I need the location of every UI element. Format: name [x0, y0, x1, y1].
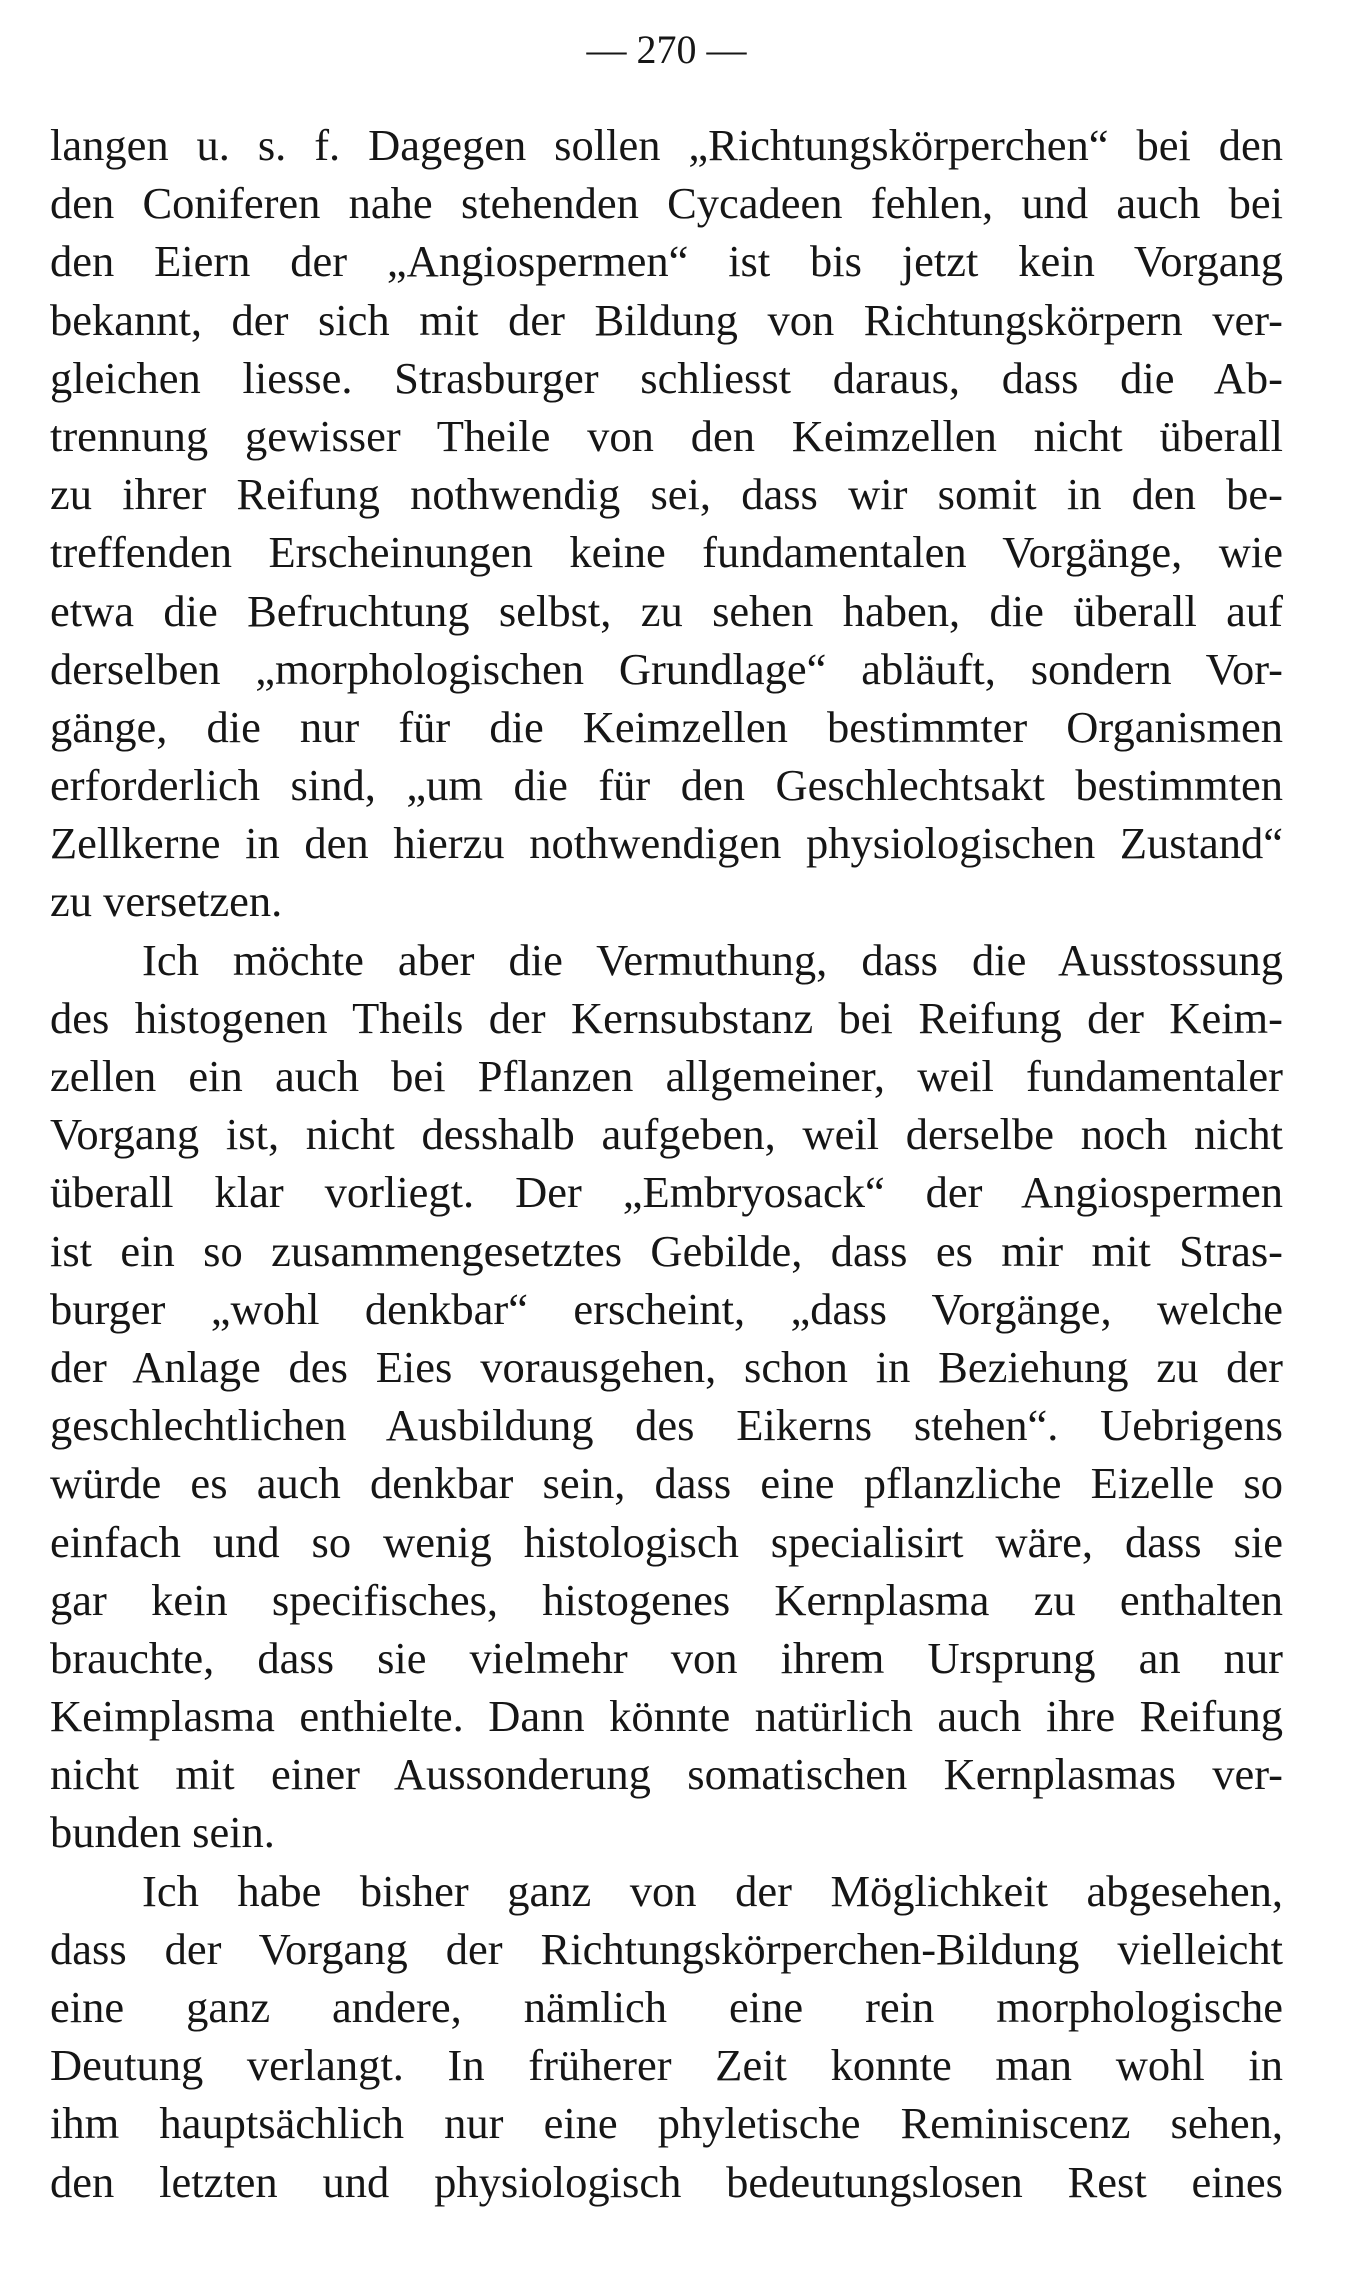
text-line: Zellkerne in den hierzu nothwendigen physiologischen Zustand“	[50, 818, 1283, 869]
text-line: dass der Vorgang der Richtungskörperchen-Bildung vielleicht	[50, 1923, 1283, 1974]
text-line: Deutung verlangt. In früherer Zeit konnte man wohl in	[50, 2040, 1283, 2091]
text-line: den Coniferen nahe stehenden Cycadeen fehlen, und auch bei	[50, 178, 1283, 229]
text-line: Vorgang ist, nicht desshalb aufgeben, weil derselbe noch nicht	[50, 1109, 1283, 1160]
text-line: ihm hauptsächlich nur eine phyletische Reminiscenz sehen,	[50, 2098, 1283, 2149]
text-line: gänge, die nur für die Keimzellen bestimmter Organismen	[50, 701, 1283, 752]
text-line: nicht mit einer Aussonderung somatischen Kernplasmas ver-	[50, 1749, 1283, 1800]
text-line: eine ganz andere, nämlich eine rein morphologische	[50, 1982, 1283, 2032]
text-line: erforderlich sind, „um die für den Geschlechtsakt bestimmten	[50, 760, 1283, 811]
text-line: zellen ein auch bei Pflanzen allgemeiner, weil fundamentaler	[50, 1051, 1283, 1101]
paragraph-3	[50, 1862, 1283, 2211]
text-line: trennung gewisser Theile von den Keimzellen nicht überall	[50, 410, 1283, 461]
text-line: den Eiern der „Angiospermen“ ist bis jetzt kein Vorgang	[50, 236, 1283, 287]
text-line: der Anlage des Eies vorausgehen, schon in Beziehung zu der	[50, 1341, 1283, 1392]
text-line: geschlechtlichen Ausbildung des Eikerns stehen“. Uebrigens	[50, 1400, 1283, 1451]
text-line: etwa die Befruchtung selbst, zu sehen haben, die überall auf	[50, 585, 1283, 636]
text-line: burger „wohl denkbar“ erscheint, „dass Vorgänge, welche	[50, 1283, 1283, 1334]
text-line: gar kein specifisches, histogenes Kernplasma zu enthalten	[50, 1574, 1283, 1625]
document-page	[50, 20, 1283, 2211]
text-line: gleichen liesse. Strasburger schliesst daraus, dass die Ab-	[50, 352, 1283, 403]
text-line: überall klar vorliegt. Der „Embryosack“ der Angiospermen	[50, 1167, 1283, 1218]
text-line: würde es auch denkbar sein, dass eine pflanzliche Eizelle so	[50, 1458, 1283, 1509]
text-line: einfach und so wenig histologisch specialisirt wäre, dass sie	[50, 1516, 1283, 1567]
text-line: des histogenen Theils der Kernsubstanz bei Reifung der Keim-	[50, 992, 1283, 1043]
text-line: Keimplasma enthielte. Dann könnte natürlich auch ihre Reifung	[50, 1691, 1283, 1742]
text-line: den letzten und physiologisch bedeutungslosen Rest eines	[50, 2156, 1283, 2207]
text-line: treffenden Erscheinungen keine fundamentalen Vorgänge, wie	[50, 527, 1283, 578]
text-line: Ich habe bisher ganz von der Möglichkeit abgesehen,	[142, 1865, 1283, 1916]
text-line: bunden sein.	[50, 1807, 275, 1858]
text-line: brauchte, dass sie vielmehr von ihrem Ursprung an nur	[50, 1632, 1283, 1683]
text-line: derselben „morphologischen Grundlage“ abläuft, sondern Vor-	[50, 643, 1283, 694]
paragraph-1	[50, 116, 1283, 931]
text-line: bekannt, der sich mit der Bildung von Richtungskörpern ver-	[50, 294, 1283, 345]
text-line: zu ihrer Reifung nothwendig sei, dass wir somit in den be-	[50, 469, 1283, 520]
text-line: Ich möchte aber die Vermuthung, dass die Ausstossung	[142, 934, 1283, 985]
page-number: — 270 —	[586, 27, 747, 72]
text-line: langen u. s. f. Dagegen sollen „Richtungskörperchen“ bei den	[50, 120, 1283, 170]
text-line: zu versetzen.	[50, 876, 283, 927]
text-line: ist ein so zusammengesetztes Gebilde, dass es mir mit Stras-	[50, 1225, 1283, 1276]
paragraph-2	[50, 931, 1283, 1862]
